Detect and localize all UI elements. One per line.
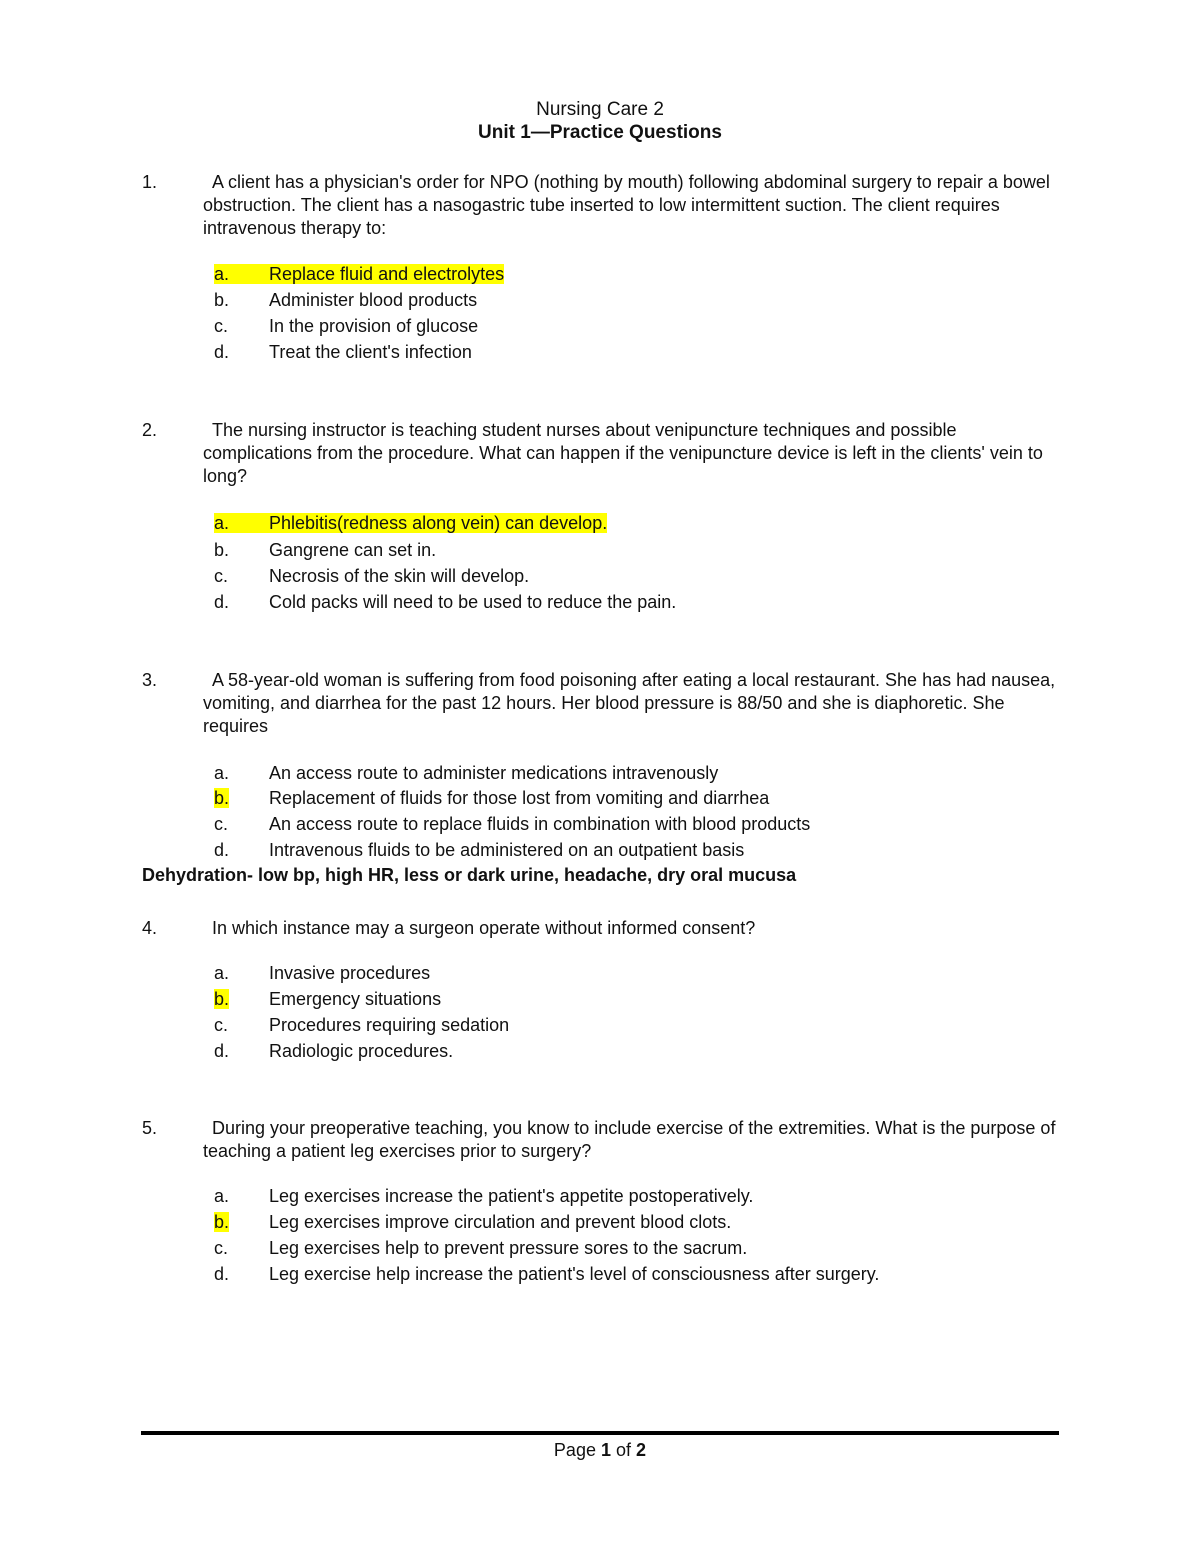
answer-option [214, 761, 718, 785]
answer-option [214, 961, 430, 985]
answer-option [214, 987, 441, 1011]
page-total: 2 [636, 1440, 647, 1460]
question-text: In which instance may a surgeon operate without informed consent? [212, 918, 756, 938]
answer-option [214, 511, 607, 535]
option-letter: b. [214, 290, 230, 310]
option-letter: c. [214, 566, 229, 586]
question-number: 1. [142, 172, 158, 192]
answer-option [214, 1210, 731, 1234]
option-text: Emergency situations [269, 989, 442, 1009]
option-text: An access route to replace fluids in combination with blood products [269, 814, 811, 834]
question-number: 5. [142, 1118, 158, 1138]
option-text: Leg exercises improve circulation and prevent blood clots. [269, 1212, 732, 1232]
footer-divider [141, 1431, 1059, 1435]
option-text: Necrosis of the skin will develop. [269, 566, 530, 586]
option-letter: d. [214, 592, 230, 612]
option-text: Procedures requiring sedation [269, 1015, 510, 1035]
option-letter: d. [214, 840, 230, 860]
option-letter: c. [214, 1015, 229, 1035]
option-text: Radiologic procedures. [269, 1041, 454, 1061]
option-text: Cold packs will need to be used to reduce the pain. [269, 592, 677, 612]
answer-option [214, 1013, 509, 1037]
option-text: Leg exercises help to prevent pressure sores to the sacrum. [269, 1238, 748, 1258]
answer-option [214, 590, 676, 614]
option-letter: c. [214, 316, 229, 336]
option-text: Intravenous fluids to be administered on an outpatient basis [269, 840, 745, 860]
option-letter: c. [214, 1238, 229, 1258]
option-letter: d. [214, 1041, 230, 1061]
option-text: An access route to administer medications intravenously [269, 763, 719, 783]
option-text: Replacement of fluids for those lost from vomiting and diarrhea [269, 788, 770, 808]
option-text: Replace fluid and electrolytes [269, 264, 505, 284]
option-text: Gangrene can set in. [269, 540, 437, 560]
option-letter: b. [214, 989, 230, 1009]
option-letter: d. [214, 342, 230, 362]
question-text: The nursing instructor is teaching student nurses about venipuncture techniques and possible complications from the procedure. What can happen if the venipuncture device is left in the clients' vein to long? [203, 420, 1043, 486]
option-text: Treat the client's infection [269, 342, 472, 362]
page-footer [0, 1439, 1200, 1461]
answer-option [214, 288, 477, 312]
question-text: During your preoperative teaching, you know to include exercise of the extremities. What is the purpose of teaching a patient leg exercises prior to surgery? [203, 1118, 1056, 1161]
option-text: Leg exercises increase the patient's appetite postoperatively. [269, 1186, 754, 1206]
answer-option [214, 1236, 747, 1260]
page-of: of [616, 1440, 632, 1460]
answer-option [214, 564, 529, 588]
answer-option [214, 538, 436, 562]
option-text: Invasive procedures [269, 963, 431, 983]
option-letter: c. [214, 814, 229, 834]
question-number: 3. [142, 670, 158, 690]
option-letter: a. [214, 264, 230, 284]
question-number: 2. [142, 420, 158, 440]
answer-option [214, 1262, 879, 1286]
option-letter: b. [214, 540, 230, 560]
option-letter: b. [214, 1212, 230, 1232]
question-text: A 58-year-old woman is suffering from food poisoning after eating a local restaurant. She has had nausea, vomiting, and diarrhea for the past 12 hours. Her blood pressure is 88/50 and she is diaphoretic. She requires [203, 670, 1056, 736]
page-current: 1 [600, 1440, 611, 1460]
answer-option [214, 340, 472, 364]
option-letter: d. [214, 1264, 230, 1284]
option-letter: a. [214, 963, 230, 983]
answer-option [214, 314, 478, 338]
option-letter: a. [214, 1186, 230, 1206]
answer-option [214, 812, 810, 836]
course-title: Nursing Care 2 [536, 99, 664, 120]
answer-option [214, 1039, 453, 1063]
option-letter: a. [214, 513, 230, 533]
answer-option [214, 1184, 753, 1208]
question-number: 4. [142, 918, 158, 938]
answer-option [214, 786, 769, 810]
answer-option [214, 838, 744, 862]
option-text: Phlebitis(redness along vein) can develop. [269, 513, 608, 533]
option-letter: a. [214, 763, 230, 783]
answer-option [214, 262, 504, 286]
dehydration-note: Dehydration- low bp, high HR, less or dark urine, headache, dry oral mucusa [142, 865, 797, 885]
option-letter: b. [214, 788, 230, 808]
option-text: Leg exercise help increase the patient's level of consciousness after surgery. [269, 1264, 880, 1284]
option-text: Administer blood products [269, 290, 478, 310]
question-text: A client has a physician's order for NPO (nothing by mouth) following abdominal surgery to repair a bowel obstruction. The client has a nasogastric tube inserted to low intermittent suction. The client requires intravenous therapy to: [203, 172, 1050, 238]
page-label: Page [553, 1440, 596, 1460]
unit-title: Unit 1—Practice Questions [478, 122, 722, 143]
option-text: In the provision of glucose [269, 316, 479, 336]
